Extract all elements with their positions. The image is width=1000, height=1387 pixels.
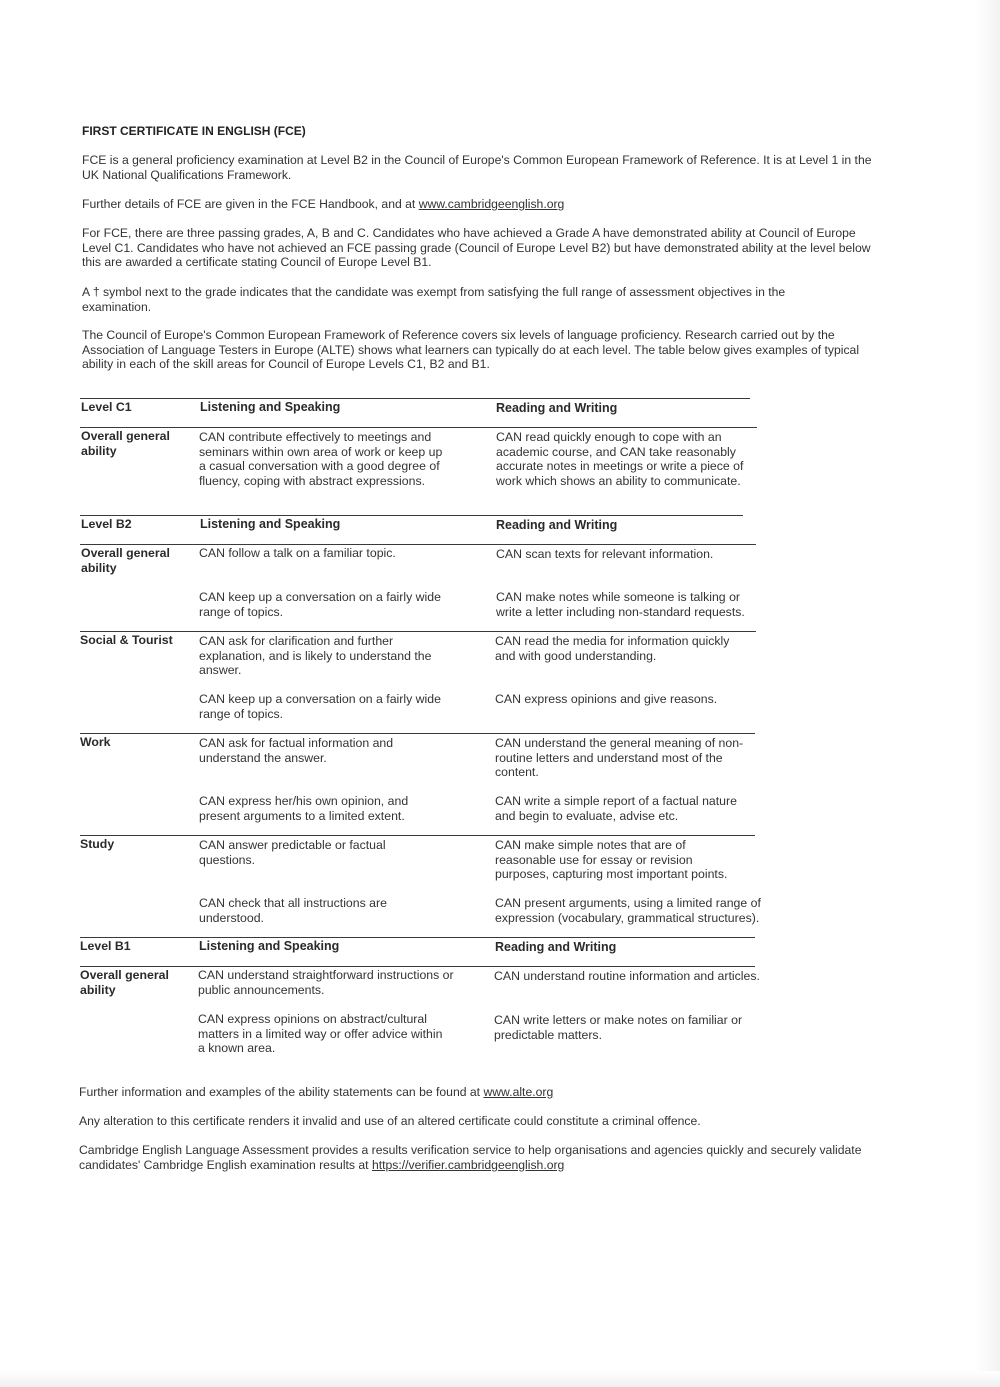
table-rule xyxy=(80,835,755,836)
intro-paragraph-3: For FCE, there are three passing grades, A, B and C. Candidates who have achieved a Grade A have demonstrated ability at Council of Europe Level C1. Candidates who have not achieved an FCE passing grade (Council of Europe Level B2) but have demonstrated ability at the level below this are awarded a certificate stating Council of Europe Level B1. xyxy=(82,226,871,270)
b2-study-listening-speaking-2: CAN check that all instructions are understood. xyxy=(199,896,387,925)
b2-overall-reading-writing-1: CAN scan texts for relevant information. xyxy=(496,547,714,561)
b2-study-reading-writing-2: CAN present arguments, using a limited range of expression (vocabulary, grammatical structures). xyxy=(495,896,761,925)
table-rule xyxy=(80,515,743,516)
b2-work-listening-speaking-2: CAN express her/his own opinion, and present arguments to a limited extent. xyxy=(199,794,409,823)
b2-row-overall-label: Overall general ability xyxy=(81,546,170,575)
intro-paragraph-2-text: Further details of FCE are given in the FCE Handbook, and at xyxy=(82,197,419,211)
cambridge-link[interactable]: www.cambridgeenglish.org xyxy=(418,197,565,211)
footer-verification-note xyxy=(79,1143,869,1172)
b1-header-reading-writing: Reading and Writing xyxy=(495,940,617,954)
table-rule xyxy=(80,544,756,545)
c1-header-listening-speaking: Listening and Speaking xyxy=(200,400,341,414)
b2-header-listening-speaking: Listening and Speaking xyxy=(200,517,341,531)
table-rule xyxy=(80,631,756,632)
c1-overall-listening-speaking: CAN contribute effectively to meetings and seminars within own area of work or keep up a casual conversation with a good degree of fluency, coping with abstract expressions. xyxy=(199,430,443,488)
intro-paragraph-2 xyxy=(82,197,882,212)
b1-overall-reading-writing-2: CAN write letters or make notes on familiar or predictable matters. xyxy=(494,1013,743,1042)
table-rule xyxy=(80,937,755,938)
b2-social-reading-writing-1: CAN read the media for information quickly and with good understanding. xyxy=(495,634,730,663)
b2-overall-listening-speaking-1: CAN follow a talk on a familiar topic. xyxy=(199,546,396,560)
b2-social-listening-speaking-1: CAN ask for clarification and further explanation, and is likely to understand the answer. xyxy=(199,634,432,678)
b2-work-reading-writing-1: CAN understand the general meaning of non-routine letters and understand most of the content. xyxy=(495,736,744,780)
table-rule xyxy=(80,398,750,399)
b1-overall-reading-writing-1: CAN understand routine information and articles. xyxy=(494,969,760,983)
c1-header-reading-writing: Reading and Writing xyxy=(496,401,618,415)
b2-header-reading-writing: Reading and Writing xyxy=(496,518,618,532)
b2-work-listening-speaking-1: CAN ask for factual information and understand the answer. xyxy=(199,736,394,765)
b2-overall-listening-speaking-2: CAN keep up a conversation on a fairly wide range of topics. xyxy=(199,590,441,619)
b2-study-reading-writing-1: CAN make simple notes that are of reasonable use for essay or revision purposes, capturing most important points. xyxy=(495,838,728,882)
page-title: FIRST CERTIFICATE IN ENGLISH (FCE) xyxy=(82,124,306,138)
intro-paragraph-4: A † symbol next to the grade indicates that the candidate was exempt from satisfying the full range of assessment objectives in the examination. xyxy=(82,285,786,314)
b2-study-listening-speaking-1: CAN answer predictable or factual questions. xyxy=(199,838,386,867)
c1-overall-reading-writing: CAN read quickly enough to cope with an academic course, and CAN take reasonably accurate notes in meetings or write a piece of work which shows an ability to communicate. xyxy=(496,430,744,488)
c1-row-overall-label: Overall general ability xyxy=(81,429,170,458)
scan-edge-shadow xyxy=(974,0,1000,1387)
alte-link[interactable]: www.alte.org xyxy=(483,1085,554,1099)
level-b2-label: Level B2 xyxy=(81,517,132,531)
b2-work-reading-writing-2: CAN write a simple report of a factual nature and begin to evaluate, advise etc. xyxy=(495,794,737,823)
intro-paragraph-1: FCE is a general proficiency examination at Level B2 in the Council of Europe's Common European Framework of Reference. It is at Level 1 in the UK National Qualifications Framework. xyxy=(82,153,872,182)
b2-overall-reading-writing-2: CAN make notes while someone is talking or write a letter including non-standard requests. xyxy=(496,590,745,619)
b2-row-study-label: Study xyxy=(80,837,115,851)
table-rule xyxy=(80,966,755,967)
b1-header-listening-speaking: Listening and Speaking xyxy=(199,939,340,953)
footer-verification-text: Cambridge English Language Assessment provides a results verification service to help organisations and agencies quickly and securely validate candidates' Cambridge English examination results at xyxy=(79,1143,862,1172)
b2-social-listening-speaking-2: CAN keep up a conversation on a fairly wide range of topics. xyxy=(199,692,441,721)
intro-paragraph-5: The Council of Europe's Common European Framework of Reference covers six levels of language proficiency. Research carried out by the Association of Language Testers in Europe (ALTE) shows what learners can typically do at each level. The table below gives examples of typical ability in each of the skill areas for Council of Europe Levels C1, B2 and B1. xyxy=(82,328,860,372)
level-b1-label: Level B1 xyxy=(80,939,131,953)
b1-overall-listening-speaking-1: CAN understand straightforward instructions or public announcements. xyxy=(198,968,454,997)
table-rule xyxy=(80,733,755,734)
table-rule xyxy=(80,427,757,428)
verifier-link[interactable]: https://verifier.cambridgeenglish.org xyxy=(371,1157,565,1172)
level-c1-label: Level C1 xyxy=(81,400,132,414)
b2-row-work-label: Work xyxy=(80,735,111,749)
b2-row-social-tourist-label: Social & Tourist xyxy=(80,633,173,647)
footer-alteration-warning: Any alteration to this certificate renders it invalid and use of an altered certificate could constitute a criminal offence. xyxy=(79,1114,701,1128)
footer-alte-note xyxy=(79,1085,899,1100)
b1-overall-listening-speaking-2: CAN express opinions on abstract/cultural matters in a limited way or offer advice within a known area. xyxy=(198,1012,443,1056)
footer-alte-text: Further information and examples of the ability statements can be found at xyxy=(79,1085,484,1099)
b2-social-reading-writing-2: CAN express opinions and give reasons. xyxy=(495,692,718,706)
scan-bottom-shadow xyxy=(0,1371,1000,1387)
b1-row-overall-label: Overall general ability xyxy=(80,968,169,997)
